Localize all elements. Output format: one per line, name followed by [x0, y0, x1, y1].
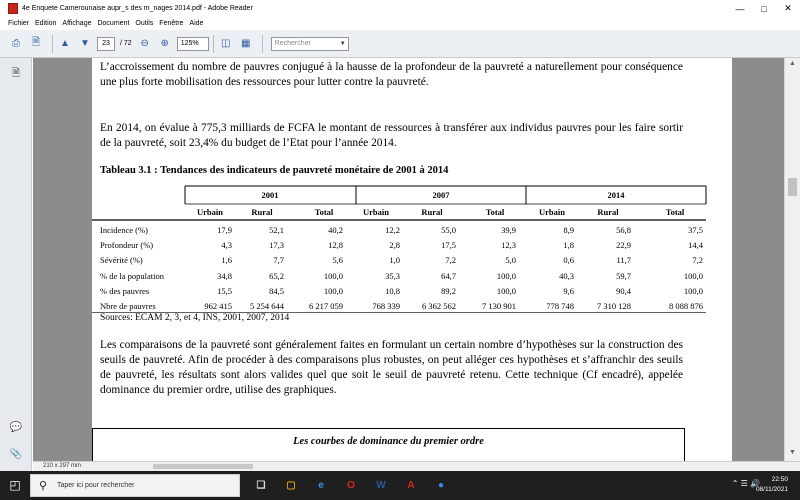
table-cell: 55,0	[441, 225, 456, 235]
toolbar-separator	[213, 35, 214, 53]
table-cell: 100,0	[683, 270, 703, 281]
year-header: 2001	[261, 190, 279, 200]
table-cell: 100,0	[496, 285, 516, 296]
table-cell: 1,6	[221, 255, 232, 266]
table-cell: 90,4	[616, 285, 631, 296]
table-cell: 40,3	[559, 270, 574, 281]
page-size-label: 210 x 297 mm	[43, 463, 82, 469]
table-cell: 768 339	[372, 301, 400, 311]
document-icon[interactable]: 🗎	[31, 37, 41, 48]
navigation-panel	[0, 58, 32, 471]
scrollbar-thumb[interactable]	[788, 178, 797, 196]
table-cell: 11,7	[616, 255, 631, 266]
table-cell: 5,0	[505, 255, 516, 266]
table-cell: 1,0	[389, 255, 400, 266]
table-cell: 2,8	[389, 240, 400, 251]
column-header: Urbain	[539, 207, 565, 217]
attachment-icon[interactable]: 📎	[9, 448, 23, 460]
table-cell: 17,3	[269, 240, 284, 251]
file-explorer-icon[interactable]: ▢	[286, 479, 296, 491]
search-input[interactable]	[271, 37, 349, 51]
table-cell: 89,2	[441, 285, 456, 296]
document-viewer[interactable]	[33, 58, 784, 461]
table-cell: 10,8	[385, 285, 400, 296]
table-cell: 40,2	[328, 225, 343, 235]
taskbar-search-input[interactable]	[30, 474, 240, 497]
table-cell: 7,2	[445, 255, 456, 266]
paragraph-1: L’accroissement du nombre de pauvres conjugué à la hausse de la profondeur de la pauvreté a naturellement pour conséquence une plus forte mobilisation des ressources pour lutter contre la pauvreté.	[100, 61, 683, 88]
windows-start-icon[interactable]: ◰	[9, 478, 21, 492]
table-cell: 778 748	[546, 301, 574, 311]
row-label: % des pauvres	[100, 285, 150, 296]
pdf-icon	[8, 3, 18, 14]
toolbar	[0, 30, 800, 58]
menu-bar	[0, 17, 800, 30]
table-cell: 7,7	[273, 255, 284, 266]
table-cell: 7,2	[692, 255, 703, 266]
row-label: Sévérité (%)	[100, 255, 143, 266]
menu-edition[interactable]: Edition	[35, 20, 57, 27]
edge-icon[interactable]: e	[318, 479, 324, 491]
year-header: 2007	[432, 190, 450, 200]
table-cell: 64,7	[441, 270, 456, 281]
column-header: Rural	[597, 207, 619, 217]
page-number-input[interactable]: 23	[97, 37, 115, 51]
table-cell: 6 217 059	[309, 301, 343, 311]
clock-date: 08/11/2021	[755, 486, 788, 493]
page-down-icon[interactable]: ▼	[80, 38, 90, 49]
fit-page-icon[interactable]: ◫	[220, 38, 231, 49]
vertical-scrollbar[interactable]	[784, 58, 800, 461]
table-cell: 9,6	[563, 285, 574, 296]
menu-document[interactable]: Document	[97, 20, 130, 27]
word-icon[interactable]: W	[376, 479, 386, 491]
column-header: Total	[485, 207, 505, 217]
page-up-icon[interactable]: ▲	[60, 38, 70, 49]
close-button[interactable]: ✕	[784, 3, 792, 13]
table-cell: 5,6	[332, 255, 343, 266]
table-cell: 1,8	[563, 240, 574, 251]
row-label: % de la population	[100, 270, 164, 281]
app-icon[interactable]: ●	[437, 479, 445, 491]
table-cell: 15,5	[217, 285, 232, 296]
menu-aide[interactable]: Aide	[189, 20, 204, 27]
opera-icon[interactable]: O	[347, 479, 355, 491]
print-icon[interactable]: ⎙	[12, 38, 20, 49]
table-cell: 39,9	[501, 225, 516, 235]
table-cell: 7 310 128	[597, 301, 631, 311]
fit-width-icon[interactable]: ▦	[240, 38, 251, 49]
column-header: Total	[314, 207, 334, 217]
system-tray-icons[interactable]: ⌃ ☰ 🔊	[731, 479, 760, 488]
taskbar-search-placeholder: Taper ici pour rechercher	[57, 482, 135, 489]
table-title: Tableau 3.1 : Tendances des indicateurs de pauvreté monétaire de 2001 à 2014	[100, 165, 449, 176]
zoom-select[interactable]: 125%	[177, 37, 209, 51]
table-cell: 17,9	[217, 225, 232, 235]
table-sources: Sources: ECAM 2, 3, et 4, INS, 2001, 2007, 2014	[100, 313, 290, 323]
maximize-button[interactable]: □	[761, 3, 767, 14]
table-cell: 4,3	[221, 240, 232, 251]
column-header: Rural	[251, 207, 273, 217]
comment-icon[interactable]: 💬	[9, 421, 23, 433]
clock[interactable]	[754, 475, 788, 495]
column-header: Total	[665, 207, 685, 217]
definition-box-title: Les courbes de dominance du premier ordre	[293, 436, 484, 447]
chevron-down-icon[interactable]: ▼	[339, 40, 346, 47]
definition-box	[92, 428, 685, 461]
table-cell: 37,5	[688, 225, 703, 235]
toolbar-separator	[262, 35, 263, 53]
table-cell: 100,0	[496, 270, 516, 281]
table-cell: 65,2	[269, 270, 284, 281]
table-cell: 12,3	[501, 240, 516, 251]
scroll-up-icon[interactable]: ▲	[789, 60, 796, 67]
table-cell: 100,0	[323, 285, 343, 296]
menu-outils[interactable]: Outils	[135, 20, 154, 27]
table-cell: 12,8	[328, 240, 343, 251]
data-table-area	[92, 185, 707, 313]
clock-time: 22:50	[771, 476, 788, 483]
paragraph-3: Les comparaisons de la pauvreté sont généralement faites en formulant un certain nombre d’hypothèses sur la construction des seuils de pauvreté. Afin de procéder à des comparaisons plus robustes, on peut alléger ces hypothèses et s’affranchir des seuils de pauvreté, les résultats sont alors valides quel que soit le seuil de pauvreté retenu. Cette technique (Cf encadré), appelée dominance du premier ordre, utilise des graphiques.	[100, 339, 683, 396]
minimize-button[interactable]: —	[735, 3, 745, 14]
table-cell: 5 254 644	[250, 301, 284, 311]
table-cell: 35,3	[385, 270, 400, 281]
pdf-page	[92, 58, 732, 461]
table-cell: 56,8	[616, 225, 631, 235]
table-cell: 22,9	[616, 240, 631, 251]
table-cell: 6 362 562	[422, 301, 456, 311]
table-cell: 59,7	[616, 270, 631, 281]
table-cell: 7 130 901	[482, 301, 516, 311]
column-header: Urbain	[197, 207, 223, 217]
table-cell: 0,6	[563, 255, 574, 266]
menu-affichage[interactable]: Affichage	[62, 20, 92, 27]
column-header: Urbain	[363, 207, 389, 217]
status-bar	[33, 461, 800, 471]
acrobat-icon[interactable]: A	[407, 479, 415, 491]
taskbar	[0, 471, 800, 500]
row-label: Incidence (%)	[100, 225, 148, 235]
menu-fenetre[interactable]: Fenêtre	[159, 20, 184, 27]
table-cell: 52,1	[269, 225, 284, 235]
page-total: / 72	[120, 40, 132, 47]
search-placeholder: Rechercher	[274, 39, 311, 47]
column-header: Rural	[421, 207, 443, 217]
table-cell: 100,0	[683, 285, 703, 296]
table-cell: 84,5	[269, 285, 284, 296]
table-cell: 12,2	[385, 225, 400, 235]
toolbar-separator	[52, 35, 53, 53]
search-icon: ⚲	[39, 480, 48, 492]
year-header: 2014	[607, 190, 625, 200]
task-view-icon[interactable]: ❑	[256, 479, 266, 491]
paragraph-2: En 2014, on évalue à 775,3 milliards de FCFA le montant de ressources à transférer aux individus pauvres pour les faire sortir de la pauvreté, soit 23,4% du budget de l’Etat pour l’année 2014.	[100, 122, 683, 149]
row-label: Nbre de pauvres	[100, 301, 156, 311]
table-cell: 34,8	[217, 270, 232, 281]
scroll-down-icon[interactable]: ▼	[789, 449, 796, 456]
table-cell: 8,9	[563, 225, 574, 235]
zoom-in-icon[interactable]: ⊕	[160, 38, 169, 49]
horizontal-scrollbar-thumb[interactable]	[153, 464, 253, 469]
menu-fichier[interactable]: Fichier	[8, 20, 30, 27]
pages-icon[interactable]: 🗎	[11, 67, 21, 79]
table-cell: 8 088 876	[669, 301, 703, 311]
table-cell: 14,4	[688, 240, 703, 251]
zoom-out-icon[interactable]: ⊖	[140, 38, 149, 49]
window-title: 4e Enquete Camerounaise aupr_s des m_nages 2014.pdf - Adobe Reader	[22, 5, 253, 12]
title-bar	[0, 0, 800, 17]
table-cell: 962 415	[204, 301, 232, 311]
table-cell: 17,5	[441, 240, 456, 251]
row-label: Profondeur (%)	[100, 240, 154, 251]
table-cell: 100,0	[323, 270, 343, 281]
